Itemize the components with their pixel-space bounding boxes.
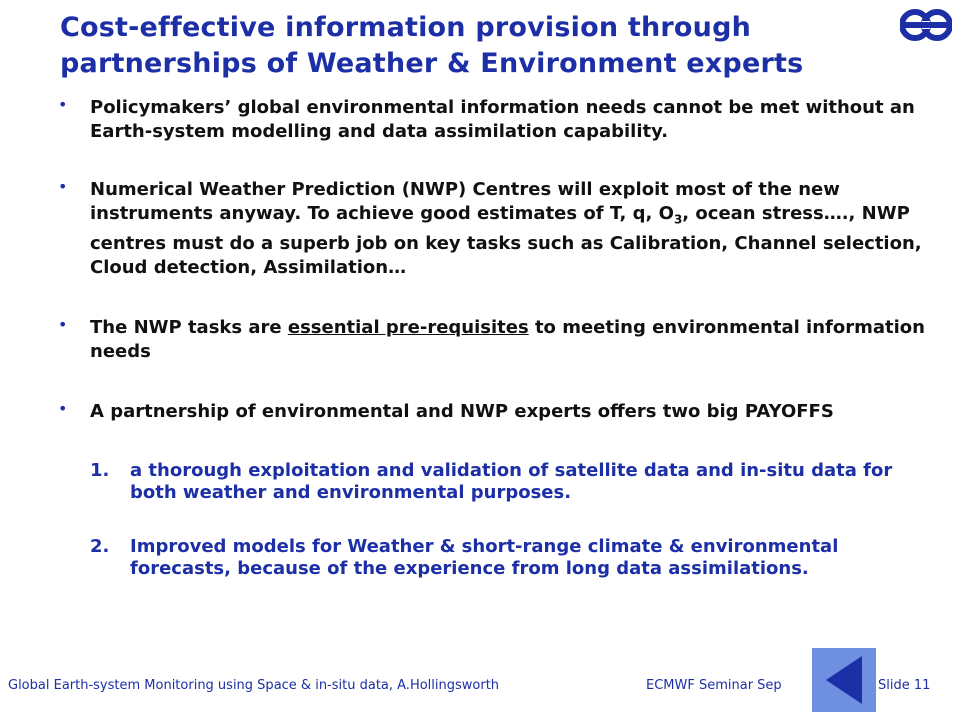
bullet-item xyxy=(58,316,938,364)
slide-title xyxy=(60,10,860,82)
bullet-text: A partnership of environmental and NWP experts offers two big PAYOFFS xyxy=(90,400,834,422)
bullet-item xyxy=(58,178,938,280)
subscript: 3 xyxy=(673,212,683,227)
nav-back-button[interactable] xyxy=(812,648,876,712)
bullet-text: Policymakers’ global environmental information needs cannot be met without an Earth-system modelling and data assimilation capability. xyxy=(90,97,915,142)
slide-title-line-1: Cost-effective information provision through xyxy=(60,12,752,43)
bullet-text: to meeting environmental information needs xyxy=(90,316,925,362)
ecmwf-logo-icon xyxy=(900,6,952,44)
bullet-text: , ocean stress…., NWP centres must do a superb job on key tasks such as Calibration, Channel selection, Cloud detection, Assimilation… xyxy=(90,203,922,278)
payoff-item xyxy=(90,536,940,580)
payoff-text: Improved models for Weather & short-range climate & environmental forecasts, because of the experience from long data assimilations. xyxy=(130,536,839,579)
payoff-text: a thorough exploitation and validation of satellite data and in-situ data for both weather and environmental purposes. xyxy=(130,460,893,503)
bullet-list xyxy=(58,96,938,424)
slide-number: Slide 11 xyxy=(878,678,931,693)
slide-title-line-2: partnerships of Weather & Environment experts xyxy=(60,48,804,79)
bullet-marker: • xyxy=(58,314,68,334)
payoff-number: 1. xyxy=(90,460,110,481)
bullet-text: Numerical Weather Prediction (NWP) Centres will exploit most of the new instruments anyway. To achieve good estimates of T, q, O xyxy=(90,179,840,224)
payoffs-list xyxy=(90,460,940,580)
back-arrow-icon xyxy=(812,648,876,712)
underlined-text: essential pre-requisites xyxy=(287,316,529,338)
bullet-item xyxy=(58,400,938,424)
footer-left: Global Earth-system Monitoring using Space & in-situ data, A.Hollingsworth xyxy=(8,678,500,693)
payoff-number: 2. xyxy=(90,536,110,557)
bullet-marker: • xyxy=(58,95,68,114)
bullet-item xyxy=(58,96,938,144)
payoff-item xyxy=(90,460,940,504)
bullet-marker: • xyxy=(58,177,68,196)
bullet-marker: • xyxy=(58,398,68,418)
bullet-text: The NWP tasks are xyxy=(90,316,288,338)
footer-seminar: ECMWF Seminar Sep xyxy=(646,678,782,693)
